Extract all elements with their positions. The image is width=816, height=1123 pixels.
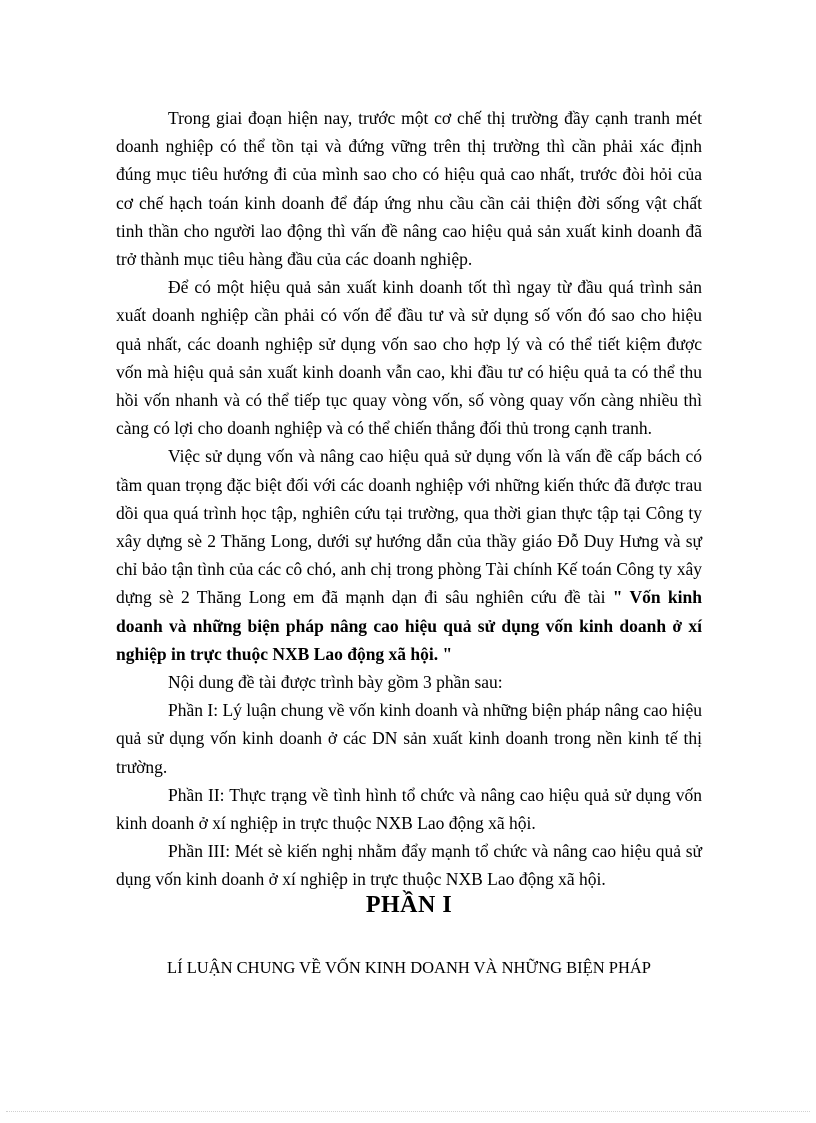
paragraph-intro: Trong giai đoạn hiện nay, trước một cơ chế thị trường đầy cạnh tranh mét doanh nghiệp có thể tồn tại và đứng vững trên thị trường thì cần phải xác định đúng mục tiêu hướng đi của mình sao cho có hiệu quả cao nhất, trước đòi hỏi của cơ chế hạch toán kinh doanh để đáp ứng nhu cầu cần cải thiện đời sống vật chất tinh thần cho người lao động thì vấn đề nâng cao hiệu quả sản xuất kinh doanh đã trở thành mục tiêu hàng đầu của các doanh nghiệp. [116,108,702,270]
body-text [116,104,702,894]
part-subtitle: LÍ LUẬN CHUNG VỀ VỐN KINH DOANH VÀ NHỮNG BIỆN PHÁP [167,958,651,977]
paragraph-part-2: Phần II: Thực trạng về tình hình tổ chức và nâng cao hiệu quả sử dụng vốn kinh doanh ở xí nghiệp in trực thuộc NXB Lao động xã hội. [116,784,702,834]
page-bottom-divider [6,1111,810,1112]
part-heading: PHẦN I [365,892,453,918]
paragraph-topic [116,442,702,668]
paragraph-topic-text: Việc sử dụng vốn và nâng cao hiệu quả sử dụng vốn là vấn đề cấp bách có tầm quan trọng đặc biệt đối với các doanh nghiệp với những kiến thức đã được trau dồi qua quá trình học tập, nghiên cứu tại trường, qua thời gian thực tập tại Công ty xây dựng sè 2 Thăng Long, dưới sự hướng dẫn của thầy giáo Đỗ Duy Hưng và sự chỉ bảo tận tình của các cô chó, anh chị trong phòng Tài chính Kế toán Công ty xây dựng sè 2 Thăng Long em đã mạnh dạn đi sâu nghiên cứu đề tài [116,446,702,608]
paragraph-content-intro: Nội dung đề tài được trình bày gồm 3 phần sau: [168,672,503,693]
paragraph-part-3: Phần III: Mét sè kiến nghị nhằm đẩy mạnh tổ chức và nâng cao hiệu quả sử dụng vốn kinh doanh ở xí nghiệp in trực thuộc NXB Lao động xã hội. [116,841,702,890]
thesis-title: " Vốn kinh doanh và những biện pháp nâng cao hiệu quả sử dụng vốn kinh doanh ở xí nghiệp in trực thuộc NXB Lao động xã hội. " [116,587,702,664]
paragraph-part-1: Phần I: Lý luận chung về vốn kinh doanh và những biện pháp nâng cao hiệu quả sử dụng vốn kinh doanh ở các DN sản xuất kinh doanh trong nền kinh tế thị trường. [116,700,702,777]
paragraph-capital: Để có một hiệu quả sản xuất kinh doanh tốt thì ngay từ đầu quá trình sản xuất doanh nghiệp cần phải có vốn để đầu tư và sử dụng số vốn đó sao cho hiệu quả nhất, các doanh nghiệp sử dụng vốn sao cho hợp lý và có thể tiết kiệm được vốn mà hiệu quả sản xuất kinh doanh vẫn cao, khi đầu tư có hiệu quả ta có thể thu hồi vốn nhanh và có thể tiếp tục quay vòng vốn, số vòng quay vốn càng nhiều thì càng có lợi cho doanh nghiệp và có thể chiến thắng đối thủ trong cạnh tranh. [116,277,702,439]
